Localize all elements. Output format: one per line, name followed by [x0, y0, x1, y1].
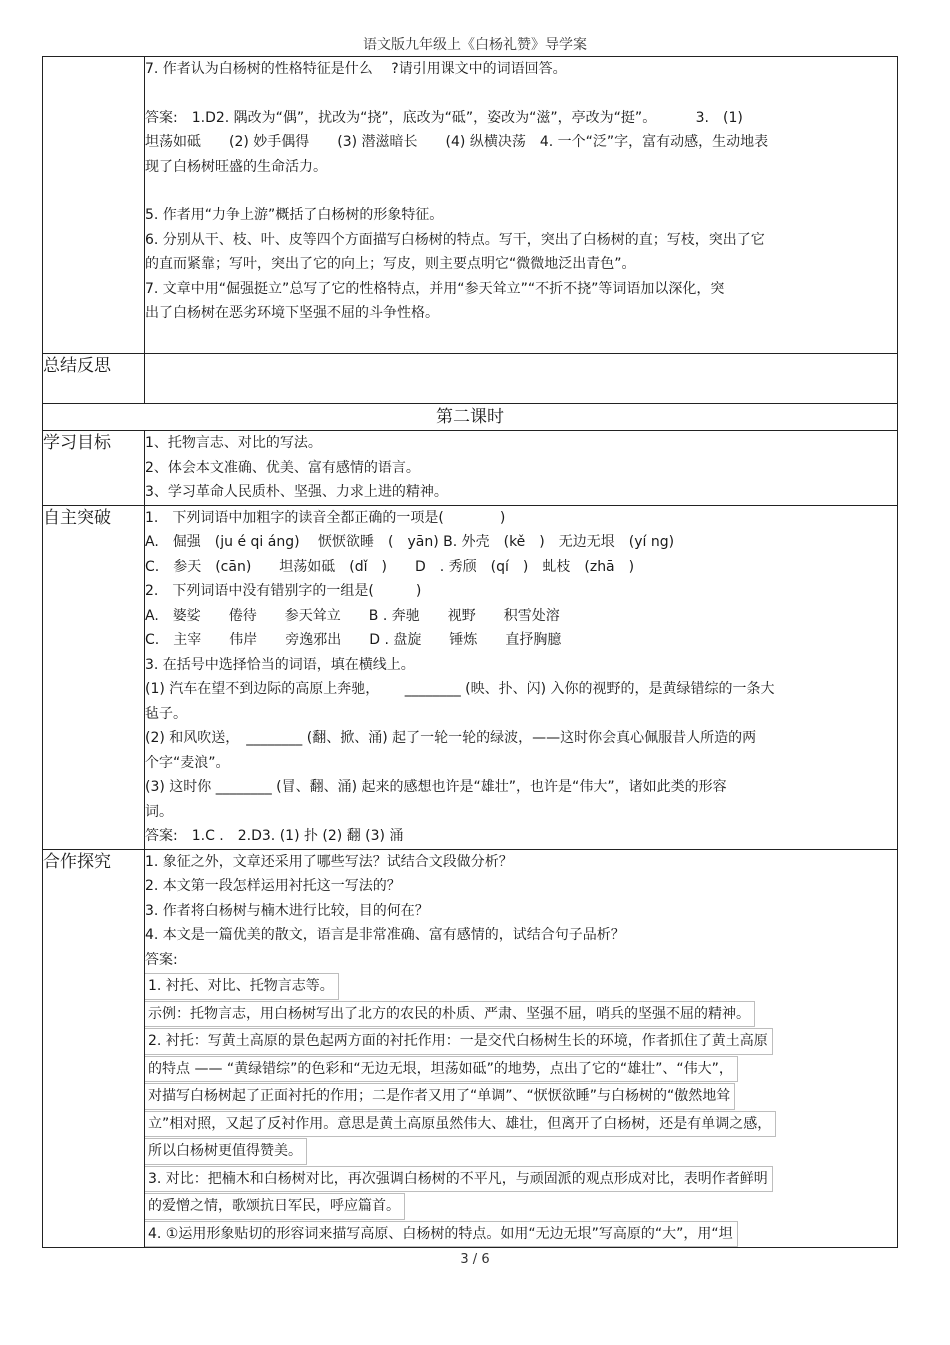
row1-label-cell	[43, 57, 145, 354]
text-line: (2) 和风吹送， ________ (翻、掀、涌) 起了一轮一轮的绿波，——这时你会真心佩服昔人所造的两	[145, 730, 757, 746]
cooperation-cell	[145, 849, 898, 1248]
text-line: 出了白杨树在恶劣环境下坚强不屈的斗争性格。	[145, 305, 439, 321]
text-line: 1. 下列词语中加粗字的读音全都正确的一项是( )	[145, 509, 506, 526]
text-line: 5. 作者用“力争上游”概括了白杨树的形象特征。	[145, 207, 444, 223]
question-line: 1. 象征之外，文章还采用了哪些写法？试结合文段做分析？	[145, 853, 513, 870]
text-line: (1) 汽车在望不到边际的高原上奔驰， ________ (映、扑、闪) 入你的视野的，是黄绿错综的一条大	[145, 681, 775, 697]
text-line: (3) 这时你 ________ (冒、翻、涌) 起来的感想也许是“雄壮”，也许是“伟大”，诸如此类的形容	[145, 779, 727, 795]
goal-item: 1、托物言志、对比的写法。	[145, 435, 322, 451]
text-line: A. 倔强 (ju é qi áng) 恹恹欲睡 ( yān) B. 外壳 (kě ) 无边无垠 (yí ng)	[145, 534, 675, 550]
page-header: 语文版九年级上《白杨礼赞》导学案	[363, 37, 587, 53]
text-line: 答案: 1.C . 2.D3. (1) 扑 (2) 翻 (3) 涌	[145, 828, 404, 844]
answer-line: 所以白杨树更值得赞美。	[145, 1138, 307, 1165]
lesson-two-title: 第二课时	[43, 404, 898, 431]
text-line: 词。	[145, 803, 173, 820]
blank-line	[145, 179, 897, 203]
answer-line: 2. 衬托：写黄土高原的景色起两方面的衬托作用：一是交代白杨树生长的环境，作者抓住了黄土高原	[145, 1028, 773, 1055]
answer-line: 4. ①运用形象贴切的形容词来描写高原、白杨树的特点。如用“无边无垠”写高原的“大”，用“坦	[145, 1221, 738, 1248]
text-line: 答案: 1.D2. 隅改为“偶”，扰改为“挠”，底改为“砥”，姿改为“滋”，亭改为“挺”。 3. (1)	[145, 109, 743, 126]
answer-line: 立”相对照，又起了反衬作用。意思是黄土高原虽然伟大、雄壮，但离开了白杨树，还是有单调之感，	[145, 1111, 776, 1138]
text-line: C. 主宰 伟岸 旁逸邪出 D . 盘旋 锤炼 直抒胸臆	[145, 632, 562, 648]
text-line: 6. 分别从干、枝、叶、皮等四个方面描写白杨树的特点。写干，突出了白杨树的直；写枝，突出了它	[145, 231, 765, 248]
text-line: 个字“麦浪”。	[145, 754, 230, 771]
goals-cell	[145, 431, 898, 506]
question-line: 4. 本文是一篇优美的散文，语言是非常准确、富有感情的，试结合句子品析？	[145, 927, 625, 943]
answer-line: 对描写白杨树起了正面衬托的作用；二是作者又用了“单调”、“恹恹欲睡”与白杨树的“傲然地耸	[145, 1083, 735, 1110]
blank-line	[145, 82, 897, 106]
answer-line: 示例：托物言志，用白杨树写出了北方的农民的朴质、严肃、坚强不屈，哨兵的坚强不屈的精神。	[145, 1001, 755, 1028]
question-line: 3. 作者将白杨树与楠木进行比较，目的何在？	[145, 902, 429, 919]
text-line: C. 参天 (cān) 坦荡如砥 (dǐ ) D . 秀颀 (qí ) 虬枝 (zhā )	[145, 558, 635, 575]
text-line: A. 婆娑 倦待 参天耸立 B . 奔驰 视野 积雪处溶	[145, 607, 560, 624]
answer-line: 3. 对比：把楠木和白杨树对比，再次强调白杨树的不平凡，与顽固派的观点形成对比，表明作者鲜明	[145, 1166, 773, 1193]
cooperation-label: 合作探究	[43, 849, 145, 1248]
text-line: 的直而紧靠；写叶，突出了它的向上；写皮，则主要点明它“微微地泛出青色”。	[145, 256, 636, 272]
answer-heading: 答案:	[145, 951, 178, 968]
self-study-cell	[145, 505, 898, 849]
text-line: 7. 文章中用“倔强挺立”总写了它的性格特点，并用“参天耸立”“不折不挠”等词语加以深化，突	[145, 280, 725, 297]
answer-line: 1. 衬托、对比、托物言志等。	[145, 973, 339, 1000]
text-line: 2. 下列词语中没有错别字的一组是( )	[145, 583, 422, 599]
goals-label: 学习目标	[43, 431, 145, 506]
text-line: 7. 作者认为白杨树的性格特征是什么 ?请引用课文中的词语回答。	[145, 61, 567, 77]
text-line: 现了白杨树旺盛的生命活力。	[145, 158, 327, 175]
text-line: 3. 在括号中选择恰当的词语，填在横线上。	[145, 656, 415, 673]
page-number: 3 / 6	[460, 1252, 490, 1267]
answer-line: 的爱憎之情，歌颂抗日军民，呼应篇首。	[145, 1193, 405, 1220]
self-study-label: 自主突破	[43, 505, 145, 849]
summary-cell	[145, 354, 898, 404]
lesson-plan-table	[42, 56, 898, 1248]
question-line: 2. 本文第一段怎样运用衬托这一写法的？	[145, 878, 401, 894]
answers-cell	[145, 57, 898, 354]
answer-line: 的特点 —— “黄绿错综”的色彩和“无边无垠，坦荡如砥”的地势，点出了它的“雄壮”、“伟大”，	[145, 1056, 738, 1083]
goal-item: 3、学习革命人民质朴、坚强、力求上进的精神。	[145, 484, 448, 500]
goal-item: 2、体会本文准确、优美、富有感情的语言。	[145, 459, 420, 476]
text-line: 坦荡如砥 (2) 妙手偶得 (3) 潜滋暗长 (4) 纵横决荡 4. 一个“泛”字，富有动感，生动地表	[145, 134, 769, 150]
text-line: 毡子。	[145, 705, 187, 722]
summary-label: 总结反思	[43, 354, 145, 404]
